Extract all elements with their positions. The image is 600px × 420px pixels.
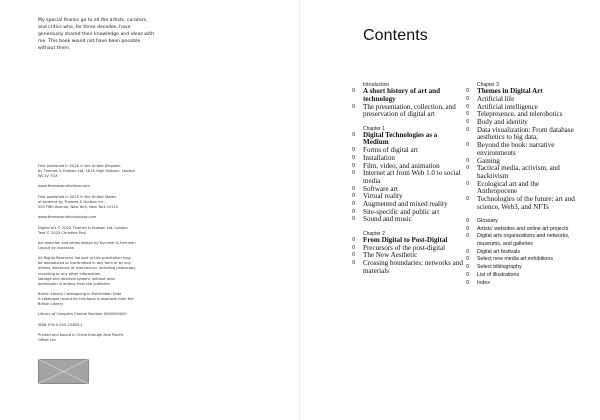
entry-title: Crossing boundaries: networks and materials (363, 258, 463, 275)
entry-bullet: 0 (466, 126, 470, 133)
entry-title: Precursors of the post-digital (363, 243, 446, 252)
toc-entry[interactable] (352, 132, 464, 147)
toc-entry[interactable] (466, 218, 578, 226)
entry-title: Artificial intelligence (477, 102, 538, 111)
toc-entry[interactable] (466, 272, 578, 280)
toc-entry[interactable] (352, 88, 464, 103)
entry-bullet: 0 (466, 279, 470, 286)
toc-entry[interactable] (466, 249, 578, 257)
entry-title: Telepresence, and telerobotics (477, 110, 563, 119)
entry-bullet: 0 (352, 103, 356, 110)
entry-bullet: 0 (466, 111, 470, 118)
entry-title: Artificial life (477, 94, 515, 103)
entry-title: Film, video, and animation (363, 161, 440, 170)
entry-bullet: 0 (466, 180, 470, 187)
toc-section-back-matter (466, 218, 578, 287)
section-label: Chapter 1 (363, 125, 385, 132)
imprint-line: www.thamesandhudsonusa.com (38, 215, 97, 220)
entry-bullet: 0 (466, 165, 470, 172)
placeholder-cross-icon (38, 359, 89, 384)
section-label: Introduction (363, 82, 390, 88)
imprint-block (38, 164, 162, 348)
toc-entry[interactable] (352, 216, 464, 224)
entry-title: Select new media art exhibitions (477, 256, 553, 263)
entry-title: Technologies of the future: art and science, Web3, and NFTs (477, 195, 575, 211)
entry-bullet: 0 (466, 103, 470, 110)
entry-bullet: 0 (466, 142, 470, 149)
entry-bullet: 0 (466, 225, 470, 232)
entry-title: Beyond the book: narrative environments (477, 141, 555, 157)
entry-title: Body and identity (477, 118, 528, 127)
toc-column-right (466, 82, 578, 294)
entry-bullet: 0 (466, 256, 470, 263)
entry-bullet: 0 (352, 252, 356, 259)
entry-title: Select bibliography (477, 264, 522, 271)
entry-title: From Digital to Post-Digital (363, 235, 448, 244)
entry-title: Software art (363, 184, 398, 193)
entry-bullet: 0 (466, 233, 470, 240)
toc-entry[interactable] (352, 260, 464, 275)
contents-heading: Contents (363, 26, 428, 44)
toc-entry[interactable] (466, 256, 578, 264)
entry-bullet: 0 (352, 162, 356, 169)
entry-bullet: 0 (352, 216, 356, 223)
entry-title: Sound and music (363, 215, 412, 224)
entry-bullet: 0 (466, 88, 470, 95)
imprint-line: First published in 202X in the United Kingdom by Thames & Hudson Ltd, 181A High Holborn, London WC1V 7QX (38, 164, 136, 179)
entry-bullet: 0 (466, 95, 470, 102)
toc-entry[interactable] (466, 233, 578, 248)
entry-title: A short history of art and technology (363, 87, 441, 103)
entry-title: Themes in Digital Art (477, 87, 543, 96)
entry-bullet: 0 (352, 259, 356, 266)
imprint-line: First published in 202X in the United States of America by Thames & Hudson Inc., 500 Fifth Avenue, New York, New York 10110 (38, 194, 119, 209)
entry-bullet: 0 (352, 185, 356, 192)
entry-title: Digital arts organizations and networks, museums, and galleries (477, 233, 570, 248)
imprint-line: Library of Congress Control Number 0000000000 (38, 312, 127, 317)
entry-title: Ecological art and the Anthropocene (477, 179, 540, 196)
imprint-line: Printed and bound in China through Asia Pacific Offset Ltd (38, 333, 124, 343)
toc-column-left (352, 82, 464, 282)
toc-section-introduction (352, 82, 464, 119)
entry-bullet: 0 (466, 119, 470, 126)
entry-bullet: 0 (352, 154, 356, 161)
entry-bullet: 0 (352, 131, 356, 138)
toc-entry[interactable] (466, 264, 578, 272)
logo-placeholder (38, 359, 89, 384)
entry-bullet: 0 (466, 248, 470, 255)
entry-bullet: 0 (352, 244, 356, 251)
entry-bullet: 0 (466, 217, 470, 224)
entry-bullet: 0 (352, 147, 356, 154)
toc-entry[interactable] (466, 127, 578, 142)
imprint-line: British Library Cataloguing-in-Publication Data A catalogue record for this book is available from the British Library (38, 292, 134, 307)
entry-title: Digital Technologies as a Medium (363, 130, 438, 147)
entry-bullet: 0 (352, 170, 356, 177)
imprint-line: All Rights Reserved. No part of this publication may be reproduced or transmitted in any form or by any means, electronic or mechanical, including photocopy, recording or any other information storage and retrieval system, without prior permission in writing from the publisher. (38, 256, 137, 286)
section-label: Chapter 3 (477, 82, 499, 88)
toc-section-chapter-3 (466, 82, 578, 211)
toc-section-chapter-1 (352, 126, 464, 225)
toc-entry[interactable] (466, 196, 578, 211)
imprint-line: www.thamesandhudson.com (38, 184, 90, 189)
entry-title: List of illustrations (477, 271, 520, 278)
entry-bullet: 0 (352, 236, 356, 243)
imprint-line: Digital Art © 202X Thames & Hudson Ltd, London Text © 2025 Christine Paul (38, 225, 128, 235)
toc-entry[interactable] (466, 181, 578, 196)
entry-title: Forms of digital art (363, 146, 418, 155)
entry-title: Index (477, 279, 490, 286)
entry-title: The New Aesthetic (363, 251, 418, 260)
imprint-line: Art direction and series design by Kummer & Herrman Layout by xxxxxxxx (38, 240, 136, 250)
acknowledgements: My special thanks go to all the artists, curators, and critics who, for three decades, have generously shared their knowledge and ideas with me. This book would not have been possible without them. (38, 18, 155, 52)
entry-title: Digital art festivals (477, 248, 520, 255)
entry-bullet: 0 (352, 193, 356, 200)
toc-entry[interactable] (466, 142, 578, 157)
entry-bullet: 0 (352, 208, 356, 215)
toc-entry[interactable] (466, 280, 578, 288)
entry-title: Tactical media, activism, and hacktivism (477, 164, 560, 180)
page-gutter (299, 0, 300, 420)
entry-title: Glossary (477, 217, 498, 224)
entry-title: Installation (363, 153, 395, 162)
entry-bullet: 0 (352, 88, 356, 95)
toc-entry[interactable] (466, 226, 578, 234)
entry-title: Artists' websites and online art projects (477, 225, 569, 232)
entry-bullet: 0 (466, 196, 470, 203)
entry-bullet: 0 (352, 201, 356, 208)
entry-bullet: 0 (466, 271, 470, 278)
toc-entry[interactable] (352, 170, 464, 185)
entry-title: Data visualization: From database aesthetics to big data, (477, 125, 574, 142)
imprint-line: ISBN 978-0-500-20480-1 (38, 322, 83, 327)
entry-title: Internet art from Web 1.0 to social media (363, 169, 461, 185)
entry-bullet: 0 (466, 264, 470, 271)
toc-entry[interactable] (352, 104, 464, 119)
entry-title: Gaming (477, 156, 500, 165)
entry-title: Augmented and mixed reality (363, 200, 448, 209)
entry-bullet: 0 (466, 157, 470, 164)
toc-section-chapter-2 (352, 231, 464, 276)
entry-title: Virtual reality (363, 192, 403, 201)
entry-title: The presentation, collection, and preservation of digital art (363, 102, 456, 119)
section-label: Chapter 2 (363, 230, 385, 237)
entry-title: Site-specific and public art (363, 207, 440, 216)
toc-entry[interactable] (466, 165, 578, 180)
